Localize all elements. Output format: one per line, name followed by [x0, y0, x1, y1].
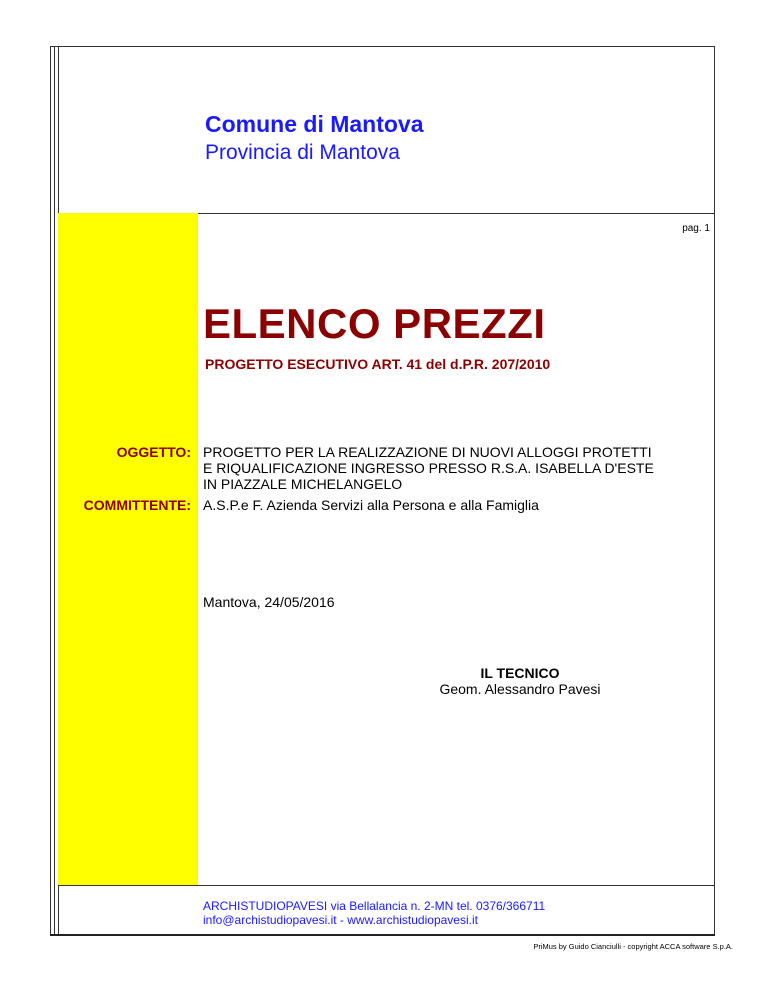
- org-name: Comune di Mantova: [205, 111, 424, 137]
- footer-contacts: info@archistudiopavesi.it - www.archistudiopavesi.it: [203, 913, 478, 927]
- place-date: Mantova, 24/05/2016: [203, 594, 335, 610]
- committente-label: COMMITTENTE:: [83, 497, 191, 513]
- yellow-side-band: [58, 213, 198, 885]
- org-province: Provincia di Mantova: [205, 141, 400, 164]
- frame-bottom-line: [50, 934, 715, 936]
- technician-name: Geom. Alessandro Pavesi: [439, 681, 601, 697]
- technician-role: IL TECNICO: [480, 665, 560, 681]
- frame-left-outer: [50, 46, 51, 936]
- oggetto-line: E RIQUALIFICAZIONE INGRESSO PRESSO R.S.A. ISABELLA D'ESTE: [203, 460, 654, 476]
- frame-top-line: [50, 46, 714, 47]
- footer-address: ARCHISTUDIOPAVESI via Bellalancia n. 2-MN tel. 0376/366711: [203, 899, 546, 913]
- oggetto-line: PROGETTO PER LA REALIZZAZIONE DI NUOVI ALLOGGI PROTETTI: [203, 444, 652, 460]
- software-credit: PriMus by Guido Cianciulli - copyright ACCA software S.p.A.: [533, 942, 733, 951]
- document-subtitle: PROGETTO ESECUTIVO ART. 41 del d.P.R. 207/2010: [205, 356, 551, 372]
- page-number: pag. 1: [682, 223, 710, 234]
- document-title: ELENCO PREZZI: [203, 300, 546, 347]
- oggetto-label: OGGETTO:: [116, 444, 191, 460]
- frame-left-mid: [54, 46, 55, 936]
- frame-footer-divider: [58, 885, 714, 886]
- oggetto-line: IN PIAZZALE MICHELANGELO: [203, 476, 403, 492]
- oggetto-value: [203, 444, 708, 492]
- frame-right-line: [714, 46, 715, 936]
- committente-value: A.S.P.e F. Azienda Servizi alla Persona e alla Famiglia: [203, 497, 539, 513]
